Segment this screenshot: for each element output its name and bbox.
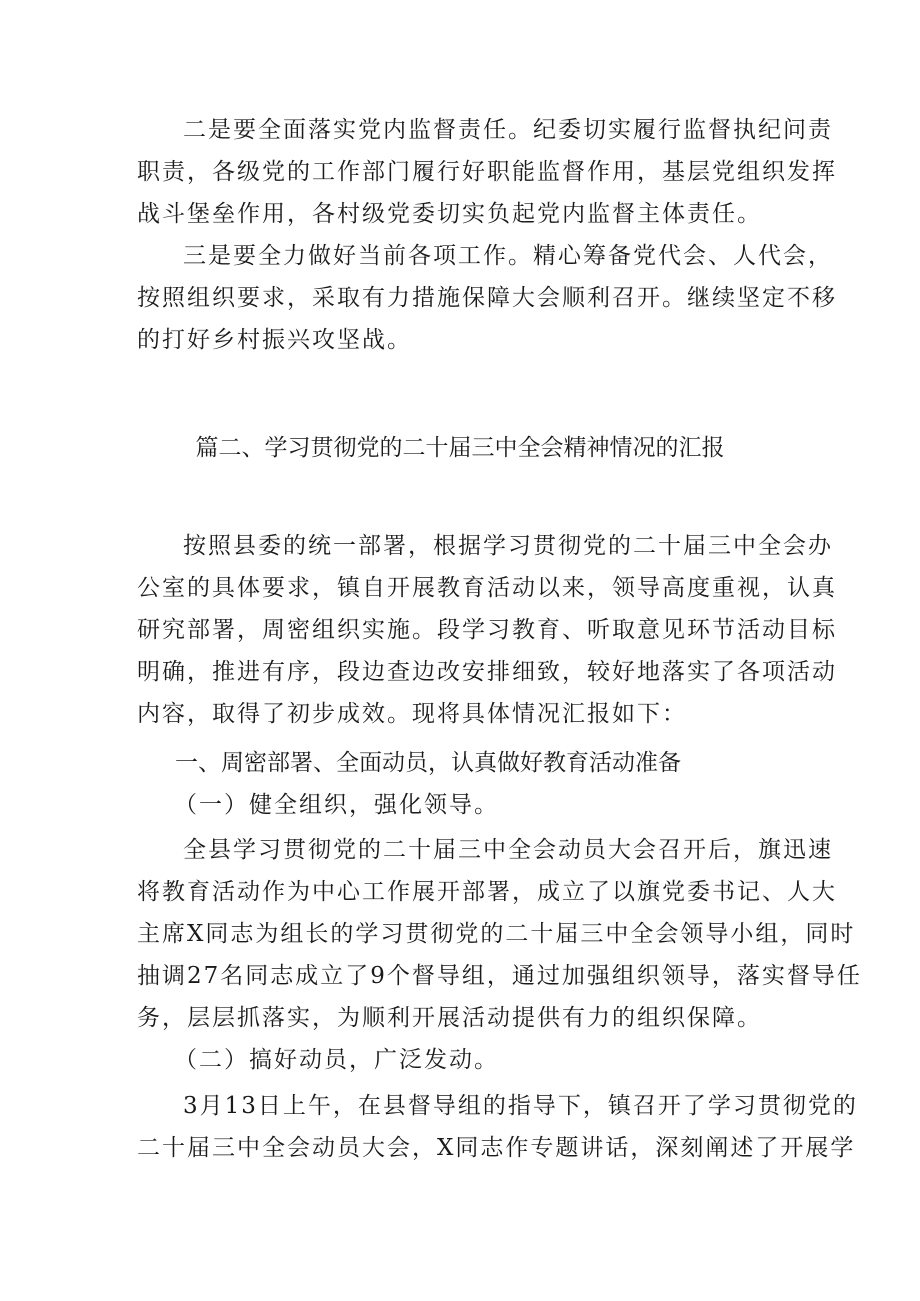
document-title: 篇二、学习贯彻党的二十届三中全会精神情况的汇报 [195, 435, 725, 461]
para3-line-2: 按照组织要求，采取有力措施保障大会顺利召开。继续坚定不移 [137, 285, 837, 311]
sub2-line-2: 二十届三中全会动员大会，X同志作专题讲话，深刻阐述了开展学 [137, 1135, 856, 1161]
intro-line-2: 公室的具体要求，镇自开展教育活动以来，领导高度重视，认真 [137, 575, 837, 601]
sub1-line-4: 抽调27名同志成立了9个督导组，通过加强组织领导，落实督导任 [137, 963, 862, 989]
sub1-line-2: 将教育活动作为中心工作展开部署，成立了以旗党委书记、人大 [137, 879, 837, 905]
para2-line-3: 战斗堡垒作用，各村级党委切实负起党内监督主体责任。 [137, 201, 762, 227]
sub1-heading: （一）健全组织，强化领导。 [174, 792, 499, 818]
sub2-line-1: 3月13日上午，在县督导组的指导下，镇召开了学习贯彻党的 [183, 1093, 858, 1119]
para3-line-1: 三是要全力做好当前各项工作。精心筹备党代会、人代会， [183, 243, 833, 269]
sub1-line-3: 主席X同志为组长的学习贯彻党的二十届三中全会领导小组，同时 [137, 921, 856, 947]
para2-line-1: 二是要全面落实党内监督责任。纪委切实履行监督执纪问责 [183, 117, 833, 143]
intro-line-3: 研究部署，周密组织实施。段学习教育、听取意见环节活动目标 [137, 617, 837, 643]
para2-line-2: 职责，各级党的工作部门履行好职能监督作用，基层党组织发挥 [137, 159, 837, 185]
sub1-line-5: 务，层层抓落实，为顺利开展活动提供有力的组织保障。 [137, 1005, 762, 1031]
intro-line-4: 明确，推进有序，段边查边改安排细致，较好地落实了各项活动 [137, 659, 837, 685]
para3-line-3: 的打好乡村振兴攻坚战。 [137, 327, 412, 353]
intro-line-1: 按照县委的统一部署，根据学习贯彻党的二十届三中全会办 [183, 533, 833, 559]
sub2-heading: （二）搞好动员，广泛发动。 [174, 1047, 499, 1073]
sub1-line-1: 全县学习贯彻党的二十届三中全会动员大会召开后，旗迅速 [183, 837, 833, 863]
section1-heading: 一、周密部署、全面动员，认真做好教育活动准备 [175, 750, 681, 776]
intro-line-5: 内容，取得了初步成效。现将具体情况汇报如下： [137, 701, 687, 727]
